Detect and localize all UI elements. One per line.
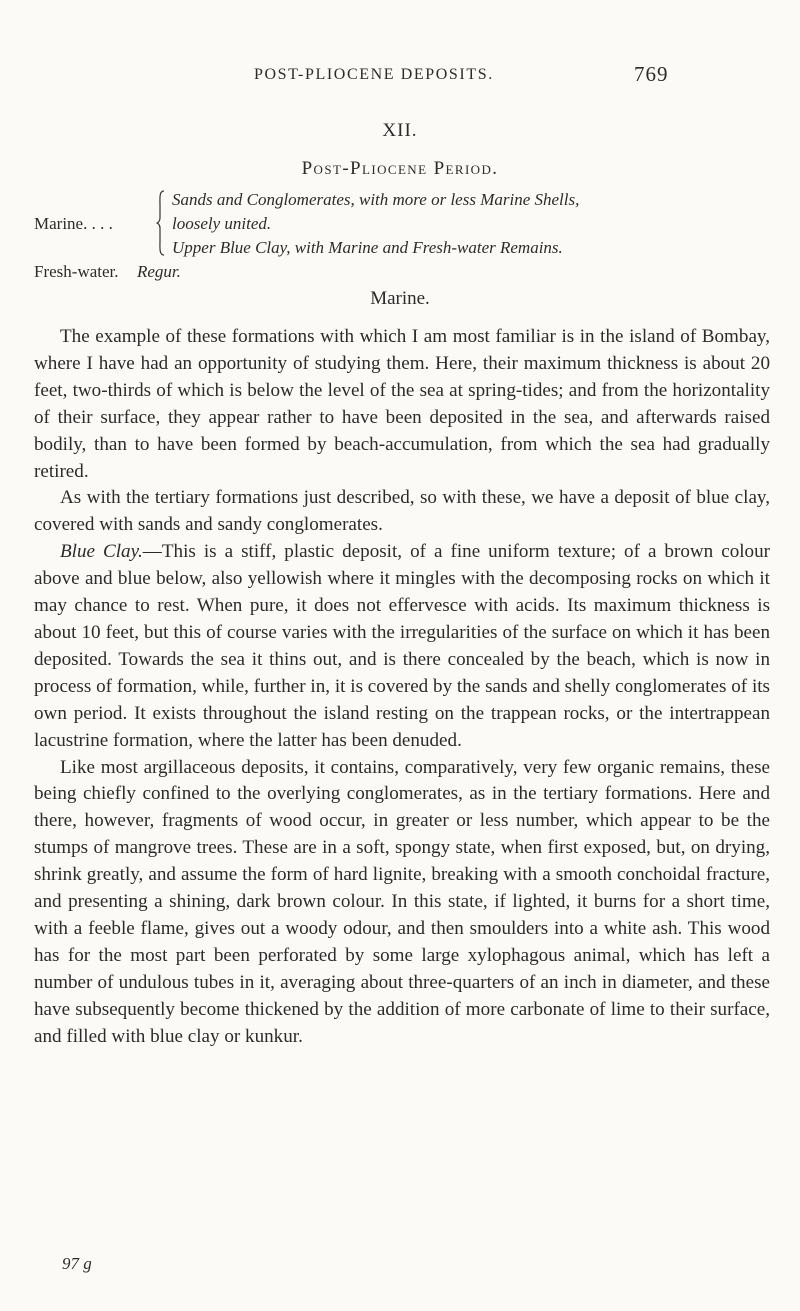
marine-entry-3: Upper Blue Clay, with Marine and Fresh-water Remains.	[172, 238, 563, 257]
section-title: Post-Pliocene Period.	[301, 158, 499, 179]
marine-entry-1: Sands and Conglomerates, with more or less Marine Shells,	[172, 190, 580, 209]
paragraph-lead: Blue Clay.	[60, 541, 143, 563]
freshwater-label: Fresh-water.	[34, 262, 119, 281]
marine-label: Marine. . . .	[34, 214, 113, 233]
paragraph-2: As with the tertiary formations just described, so with these, we have a deposit of blue clay, covered with sands and sandy conglomerates.	[34, 487, 770, 536]
brace-icon	[156, 190, 165, 256]
body-text	[34, 324, 770, 1050]
marine-entry-2: loosely united.	[172, 214, 272, 233]
subheading-marine: Marine.	[370, 288, 430, 309]
signature-mark: 97 g	[62, 1254, 92, 1273]
running-header	[0, 62, 800, 92]
paragraph-4: Like most argillaceous deposits, it contains, comparatively, very few organic remains, these being chiefly confined to the overlying conglomerates, as in the tertiary formations. Here and there, however, fragments of wood occur, in greater or less number, which appear to be the stumps of mangrove trees. These are in a soft, spongy state, when first exposed, but, on drying, shrink greatly, and assume the form of hard lignite, breaking with a smooth conchoidal fracture, and presenting a shining, dark brown colour. In this state, if lighted, it burns for a short time, with a feeble flame, gives out a woody odour, and then smoulders into a white ash. This wood has for the most part been perforated by some large xylophagous animal, which has left a number of undulous tubes in it, averaging about three-quarters of an inch in diameter, and these have subsequently become thickened by the addition of more carbonate of lime to their surface, and filled with blue clay or kunkur.	[34, 756, 770, 1047]
paragraph-1: The example of these formations with which I am most familiar is in the island of Bombay, where I have had an opportunity of studying them. Here, their maximum thickness is about 20 feet, two-thirds of which is below the level of the sea at spring-tides; and from the horizontality of their surface, they appear rather to have been deposited in the sea, and afterwards raised bodily, than to have been formed by beach-accumulation, from which the sea had gradually retired.	[34, 326, 770, 482]
page-number: 769	[634, 62, 669, 86]
section-number: XII.	[382, 120, 418, 141]
running-title: POST-PLIOCENE DEPOSITS.	[254, 66, 494, 83]
paragraph-3: Blue Clay.—This is a stiff, plastic deposit, of a fine uniform texture; of a brown colour above and blue below, also yellowish where it mingles with the decomposing rocks on which it may chance to rest. When pure, it does not effervesce with acids. Its maximum thickness is about 10 feet, but this of course varies with the irregularities of the surface on which it has been deposited. Towards the sea it thins out, and is there concealed by the beach, which is now in process of formation, while, further in, it is covered by the sands and shelly conglomerates of its own period. It exists throughout the island resting on the trappean rocks, or the intertrappean lacustrine formation, where the latter has been denuded.	[34, 541, 771, 751]
freshwater-entry: Regur.	[137, 262, 181, 281]
